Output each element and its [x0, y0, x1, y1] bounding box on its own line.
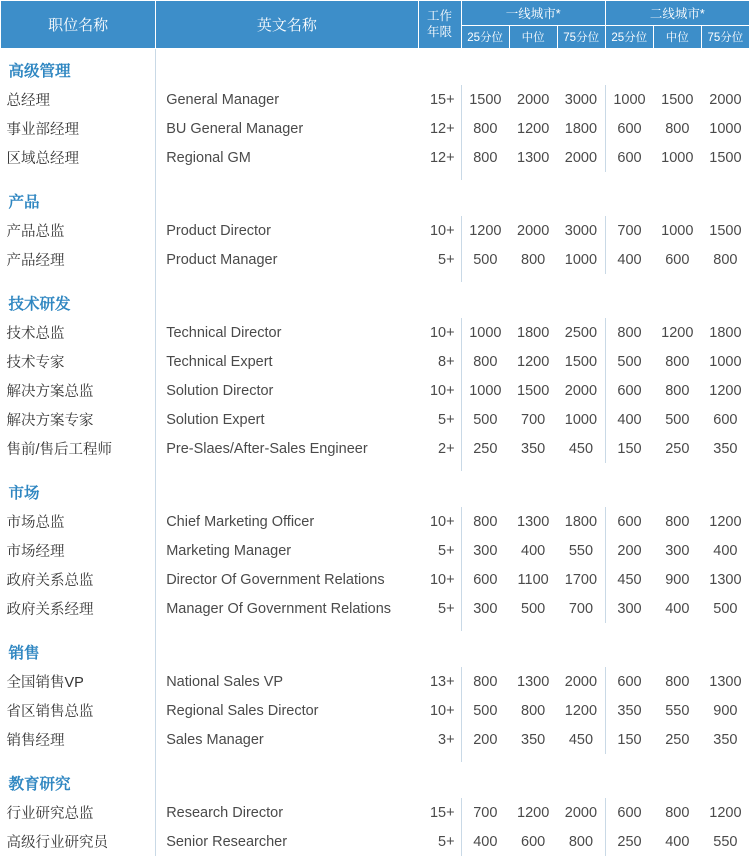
row-tier1-p25: 300	[461, 536, 509, 565]
section-spacer	[156, 49, 750, 86]
row-years: 15+	[418, 85, 461, 114]
section-title: 教育研究	[1, 762, 156, 798]
header-tier2-city: 二线城市*	[605, 1, 749, 26]
row-tier2-median: 900	[653, 565, 701, 594]
row-tier1-p25: 250	[461, 434, 509, 463]
spacer-cell	[1, 754, 156, 762]
section-title: 高级管理	[1, 49, 156, 86]
row-years: 5+	[418, 536, 461, 565]
row-cn-name: 高级行业研究员	[1, 827, 156, 856]
row-tier2-p75: 900	[701, 696, 749, 725]
row-tier2-median: 1500	[653, 85, 701, 114]
row-cn-name: 产品总监	[1, 216, 156, 245]
row-years: 10+	[418, 216, 461, 245]
row-tier1-median: 1300	[509, 143, 557, 172]
row-tier1-p25: 300	[461, 594, 509, 623]
row-en-name: Technical Director	[156, 318, 418, 347]
row-tier2-median: 1200	[653, 318, 701, 347]
spacer-cell	[156, 172, 418, 180]
spacer-cell	[418, 274, 461, 282]
row-en-name: BU General Manager	[156, 114, 418, 143]
table-row	[1, 143, 750, 172]
row-years: 10+	[418, 376, 461, 405]
table-row	[1, 725, 750, 754]
header-tier1-city: 一线城市*	[461, 1, 605, 26]
row-tier1-median: 400	[509, 536, 557, 565]
row-tier2-p25: 300	[605, 594, 653, 623]
row-tier2-p25: 600	[605, 507, 653, 536]
row-spacer	[1, 754, 750, 762]
row-tier1-p75: 2000	[557, 143, 605, 172]
row-cn-name: 全国销售VP	[1, 667, 156, 696]
spacer-cell	[156, 623, 418, 631]
row-tier1-p75: 450	[557, 434, 605, 463]
row-tier2-p75: 600	[701, 405, 749, 434]
section-title: 产品	[1, 180, 156, 216]
header-tier1-median: 中位	[509, 26, 557, 49]
section-title: 市场	[1, 471, 156, 507]
row-tier2-median: 600	[653, 245, 701, 274]
row-tier1-p25: 800	[461, 143, 509, 172]
row-en-name: Director Of Government Relations	[156, 565, 418, 594]
row-cn-name: 技术专家	[1, 347, 156, 376]
row-tier1-median: 700	[509, 405, 557, 434]
row-tier2-p75: 1200	[701, 507, 749, 536]
spacer-cell	[156, 274, 418, 282]
row-tier1-median: 800	[509, 696, 557, 725]
row-tier2-p75: 1500	[701, 216, 749, 245]
row-tier2-median: 550	[653, 696, 701, 725]
row-tier1-median: 2000	[509, 85, 557, 114]
spacer-cell	[461, 274, 749, 282]
section-spacer	[156, 282, 750, 318]
header-en-name: 英文名称	[156, 1, 418, 49]
row-tier2-median: 800	[653, 376, 701, 405]
row-tier1-p75: 800	[557, 827, 605, 856]
row-cn-name: 市场经理	[1, 536, 156, 565]
row-tier1-p25: 200	[461, 725, 509, 754]
row-tier1-median: 350	[509, 725, 557, 754]
row-tier2-p25: 400	[605, 245, 653, 274]
row-tier1-p75: 2000	[557, 798, 605, 827]
row-years: 5+	[418, 405, 461, 434]
row-spacer	[1, 172, 750, 180]
row-cn-name: 政府关系经理	[1, 594, 156, 623]
table-row	[1, 536, 750, 565]
spacer-cell	[418, 754, 461, 762]
row-tier2-p75: 350	[701, 725, 749, 754]
spacer-cell	[1, 172, 156, 180]
row-cn-name: 区域总经理	[1, 143, 156, 172]
table-header	[1, 1, 750, 49]
row-tier2-p25: 600	[605, 376, 653, 405]
row-en-name: Sales Manager	[156, 725, 418, 754]
row-tier2-p75: 400	[701, 536, 749, 565]
table-row	[1, 507, 750, 536]
row-tier2-p75: 1000	[701, 347, 749, 376]
row-tier1-p75: 1000	[557, 405, 605, 434]
spacer-cell	[156, 754, 418, 762]
row-tier1-median: 500	[509, 594, 557, 623]
row-years: 10+	[418, 696, 461, 725]
row-spacer	[1, 623, 750, 631]
row-tier2-p25: 1000	[605, 85, 653, 114]
row-tier2-p75: 350	[701, 434, 749, 463]
row-tier1-p25: 400	[461, 827, 509, 856]
row-tier1-p25: 800	[461, 347, 509, 376]
row-cn-name: 销售经理	[1, 725, 156, 754]
row-tier2-p25: 350	[605, 696, 653, 725]
row-cn-name: 省区销售总监	[1, 696, 156, 725]
row-tier2-p75: 1500	[701, 143, 749, 172]
row-tier1-p25: 500	[461, 245, 509, 274]
row-tier1-p75: 1000	[557, 245, 605, 274]
row-years: 10+	[418, 318, 461, 347]
row-en-name: Product Director	[156, 216, 418, 245]
header-tier2-p25: 25分位	[605, 26, 653, 49]
row-tier2-p25: 200	[605, 536, 653, 565]
table-row	[1, 376, 750, 405]
table-row	[1, 565, 750, 594]
row-years: 3+	[418, 725, 461, 754]
section-spacer	[156, 762, 750, 798]
row-en-name: National Sales VP	[156, 667, 418, 696]
table-row	[1, 434, 750, 463]
row-tier1-p75: 2500	[557, 318, 605, 347]
spacer-cell	[461, 623, 749, 631]
table-row	[1, 245, 750, 274]
row-tier1-p75: 1800	[557, 507, 605, 536]
section-row	[1, 282, 750, 318]
row-cn-name: 产品经理	[1, 245, 156, 274]
row-en-name: Chief Marketing Officer	[156, 507, 418, 536]
row-tier1-median: 1800	[509, 318, 557, 347]
row-years: 12+	[418, 143, 461, 172]
spacer-cell	[418, 623, 461, 631]
row-en-name: Marketing Manager	[156, 536, 418, 565]
table-row	[1, 667, 750, 696]
section-row	[1, 180, 750, 216]
row-tier1-median: 350	[509, 434, 557, 463]
header-years-line1: 工作	[421, 9, 459, 25]
row-en-name: Solution Director	[156, 376, 418, 405]
row-tier2-p75: 800	[701, 245, 749, 274]
row-years: 12+	[418, 114, 461, 143]
row-tier2-p75: 2000	[701, 85, 749, 114]
row-years: 10+	[418, 565, 461, 594]
row-cn-name: 事业部经理	[1, 114, 156, 143]
header-tier1-p25: 25分位	[461, 26, 509, 49]
row-en-name: Pre-Slaes/After-Sales Engineer	[156, 434, 418, 463]
row-en-name: Product Manager	[156, 245, 418, 274]
row-tier2-median: 1000	[653, 216, 701, 245]
spacer-cell	[461, 463, 749, 471]
row-years: 13+	[418, 667, 461, 696]
row-tier1-p75: 1500	[557, 347, 605, 376]
section-spacer	[156, 180, 750, 216]
row-en-name: Technical Expert	[156, 347, 418, 376]
row-tier1-median: 1300	[509, 507, 557, 536]
section-title: 技术研发	[1, 282, 156, 318]
row-tier1-median: 1100	[509, 565, 557, 594]
row-tier1-p25: 800	[461, 667, 509, 696]
row-tier2-median: 250	[653, 434, 701, 463]
row-tier1-p75: 550	[557, 536, 605, 565]
table-row	[1, 594, 750, 623]
row-cn-name: 解决方案专家	[1, 405, 156, 434]
row-tier2-p75: 1200	[701, 376, 749, 405]
header-tier1-p75: 75分位	[557, 26, 605, 49]
spacer-cell	[1, 274, 156, 282]
row-tier2-median: 1000	[653, 143, 701, 172]
header-cn-name: 职位名称	[1, 1, 156, 49]
row-tier1-median: 1300	[509, 667, 557, 696]
row-en-name: Senior Researcher	[156, 827, 418, 856]
row-spacer	[1, 463, 750, 471]
row-years: 5+	[418, 245, 461, 274]
header-tier2-median: 中位	[653, 26, 701, 49]
row-en-name: Research Director	[156, 798, 418, 827]
row-en-name: Manager Of Government Relations	[156, 594, 418, 623]
row-tier2-p25: 600	[605, 667, 653, 696]
row-tier2-p25: 150	[605, 725, 653, 754]
row-years: 10+	[418, 507, 461, 536]
row-tier1-median: 600	[509, 827, 557, 856]
row-en-name: Regional Sales Director	[156, 696, 418, 725]
row-cn-name: 市场总监	[1, 507, 156, 536]
table-row	[1, 696, 750, 725]
row-tier1-median: 2000	[509, 216, 557, 245]
table-row	[1, 318, 750, 347]
section-row	[1, 49, 750, 86]
row-tier2-median: 800	[653, 347, 701, 376]
row-tier1-p75: 1200	[557, 696, 605, 725]
row-tier1-p25: 700	[461, 798, 509, 827]
row-tier1-p75: 1800	[557, 114, 605, 143]
row-tier1-p75: 450	[557, 725, 605, 754]
row-tier1-p25: 1500	[461, 85, 509, 114]
row-tier2-median: 800	[653, 114, 701, 143]
row-tier1-p75: 2000	[557, 667, 605, 696]
row-tier2-p25: 250	[605, 827, 653, 856]
row-tier1-p75: 2000	[557, 376, 605, 405]
table-body	[1, 49, 750, 856]
spacer-cell	[461, 172, 749, 180]
row-tier1-p25: 800	[461, 114, 509, 143]
spacer-cell	[156, 463, 418, 471]
row-tier2-p75: 1300	[701, 565, 749, 594]
row-years: 2+	[418, 434, 461, 463]
spacer-cell	[1, 623, 156, 631]
row-tier1-p25: 600	[461, 565, 509, 594]
row-tier2-median: 800	[653, 667, 701, 696]
spacer-cell	[418, 463, 461, 471]
row-tier1-median: 800	[509, 245, 557, 274]
table-row	[1, 114, 750, 143]
spacer-cell	[461, 754, 749, 762]
row-cn-name: 政府关系总监	[1, 565, 156, 594]
row-tier1-median: 1200	[509, 114, 557, 143]
row-cn-name: 行业研究总监	[1, 798, 156, 827]
row-tier2-p75: 1800	[701, 318, 749, 347]
section-spacer	[156, 471, 750, 507]
row-tier2-p25: 700	[605, 216, 653, 245]
row-tier1-median: 1200	[509, 347, 557, 376]
row-tier1-p25: 1200	[461, 216, 509, 245]
row-tier2-p75: 1300	[701, 667, 749, 696]
row-en-name: General Manager	[156, 85, 418, 114]
row-tier2-median: 800	[653, 507, 701, 536]
section-row	[1, 471, 750, 507]
section-spacer	[156, 631, 750, 667]
row-tier2-p25: 800	[605, 318, 653, 347]
row-tier2-p25: 150	[605, 434, 653, 463]
row-years: 5+	[418, 594, 461, 623]
spacer-cell	[418, 172, 461, 180]
row-tier2-median: 250	[653, 725, 701, 754]
spacer-cell	[1, 463, 156, 471]
section-row	[1, 631, 750, 667]
row-tier1-p25: 1000	[461, 318, 509, 347]
row-tier2-median: 500	[653, 405, 701, 434]
table-row	[1, 216, 750, 245]
row-tier2-median: 400	[653, 827, 701, 856]
row-cn-name: 解决方案总监	[1, 376, 156, 405]
row-tier1-p75: 3000	[557, 85, 605, 114]
header-years-line2: 年限	[421, 25, 459, 41]
row-tier2-median: 300	[653, 536, 701, 565]
row-tier1-p25: 800	[461, 507, 509, 536]
row-cn-name: 总经理	[1, 85, 156, 114]
table-row	[1, 827, 750, 856]
row-tier2-p75: 1200	[701, 798, 749, 827]
table-row	[1, 798, 750, 827]
row-tier1-p75: 3000	[557, 216, 605, 245]
row-years: 15+	[418, 798, 461, 827]
row-tier1-p75: 700	[557, 594, 605, 623]
table-row	[1, 85, 750, 114]
section-row	[1, 762, 750, 798]
row-en-name: Solution Expert	[156, 405, 418, 434]
row-tier2-p25: 600	[605, 114, 653, 143]
row-tier2-p25: 450	[605, 565, 653, 594]
row-cn-name: 技术总监	[1, 318, 156, 347]
row-tier1-p25: 1000	[461, 376, 509, 405]
row-tier2-p25: 500	[605, 347, 653, 376]
row-tier2-p75: 1000	[701, 114, 749, 143]
row-en-name: Regional GM	[156, 143, 418, 172]
header-years	[418, 1, 461, 49]
row-tier2-median: 800	[653, 798, 701, 827]
header-tier2-p75: 75分位	[701, 26, 749, 49]
row-years: 5+	[418, 827, 461, 856]
row-years: 8+	[418, 347, 461, 376]
table-row	[1, 347, 750, 376]
row-tier2-median: 400	[653, 594, 701, 623]
row-tier2-p25: 600	[605, 143, 653, 172]
row-tier2-p25: 400	[605, 405, 653, 434]
section-title: 销售	[1, 631, 156, 667]
row-tier1-p25: 500	[461, 696, 509, 725]
row-tier2-p75: 500	[701, 594, 749, 623]
row-spacer	[1, 274, 750, 282]
row-tier1-p75: 1700	[557, 565, 605, 594]
row-tier1-median: 1200	[509, 798, 557, 827]
row-tier2-p75: 550	[701, 827, 749, 856]
row-cn-name: 售前/售后工程师	[1, 434, 156, 463]
row-tier1-p25: 500	[461, 405, 509, 434]
table-row	[1, 405, 750, 434]
row-tier2-p25: 600	[605, 798, 653, 827]
row-tier1-median: 1500	[509, 376, 557, 405]
